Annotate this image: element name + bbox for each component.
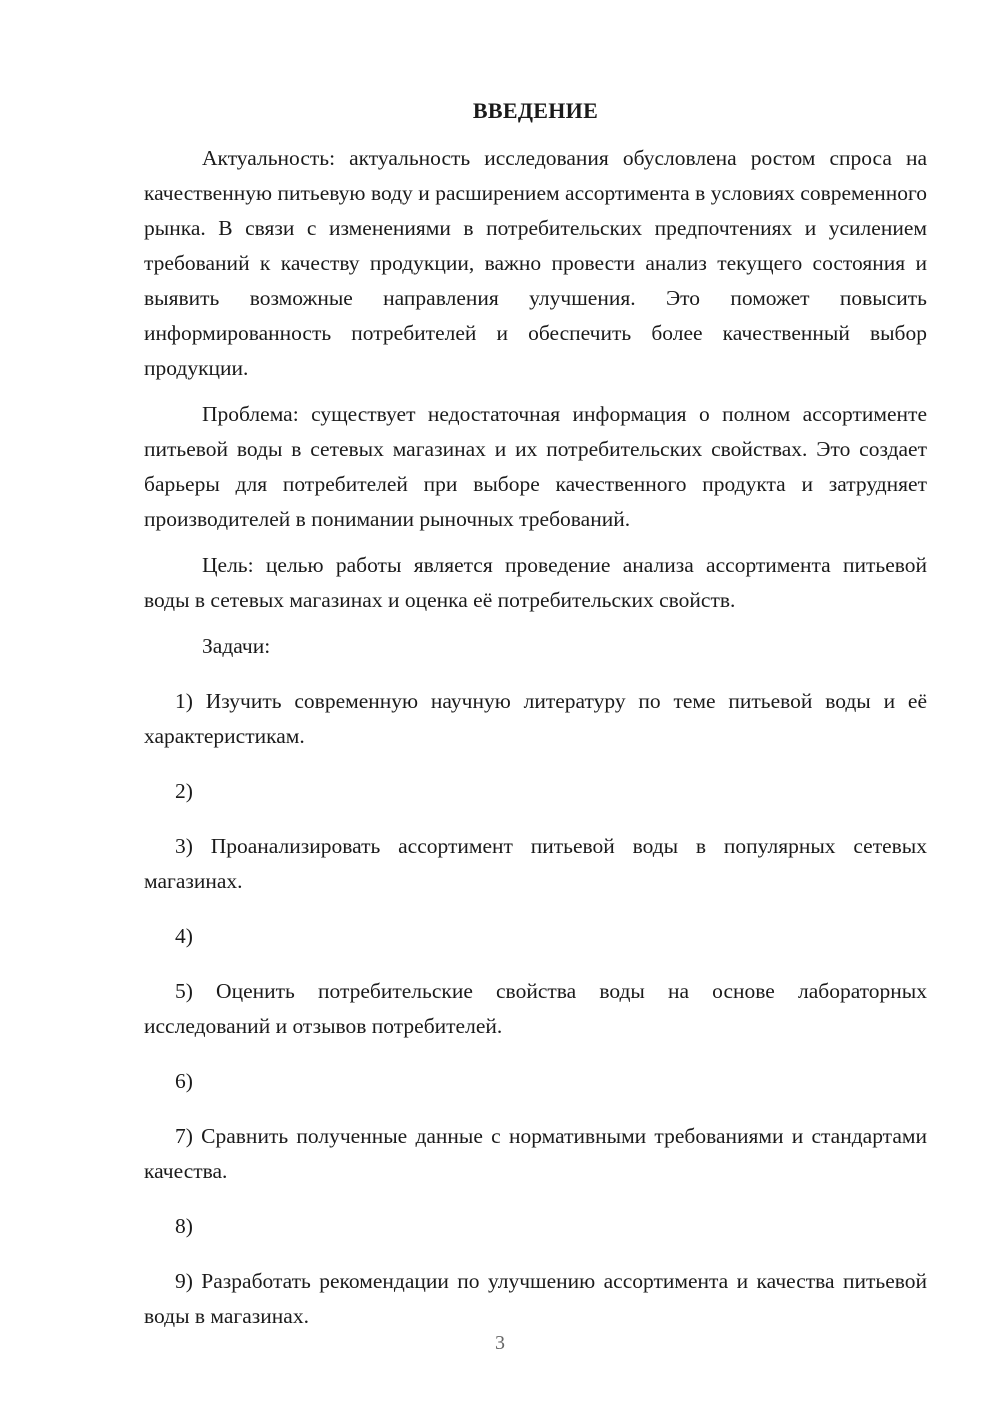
task-item-4: 4) bbox=[175, 924, 193, 948]
task-item-8: 8) bbox=[175, 1214, 193, 1238]
document-page bbox=[144, 94, 927, 1354]
paragraph-relevance: Актуальность: актуальность исследования обусловлена ростом спроса на качественную питьевую воду и расширением ассортимента в условиях современного рынка. В связи с изменениями в потребительских предпочтениях и усилением требований к качеству продукции, важно провести анализ текущего состояния и выявить возможные направления улучшения. Это поможет повысить информированность потребителей и обеспечить более качественный выбор продукции. bbox=[144, 146, 927, 380]
task-item-3: 3) Проанализировать ассортимент питьевой воды в популярных сетевых магазинах. bbox=[144, 834, 927, 893]
page-number: 3 bbox=[495, 1332, 505, 1354]
task-item-7: 7) Сравнить полученные данные с нормативными требованиями и стандартами качества. bbox=[144, 1124, 927, 1183]
task-item-1: 1) Изучить современную научную литературу по теме питьевой воды и её характеристикам. bbox=[144, 689, 927, 748]
paragraph-tasks-heading: Задачи: bbox=[202, 634, 271, 658]
task-item-9: 9) Разработать рекомендации по улучшению ассортимента и качества питьевой воды в магазинах. bbox=[144, 1269, 927, 1328]
task-item-2: 2) bbox=[175, 779, 193, 803]
task-item-6: 6) bbox=[175, 1069, 193, 1093]
paragraph-problem: Проблема: существует недостаточная информация о полном ассортименте питьевой воды в сетевых магазинах и их потребительских свойствах. Это создает барьеры для потребителей при выборе качественного продукта и затрудняет производителей в понимании рыночных требований. bbox=[144, 402, 927, 531]
section-title: ВВЕДЕНИЕ bbox=[472, 98, 599, 123]
task-item-5: 5) Оценить потребительские свойства воды на основе лабораторных исследований и отзывов потребителей. bbox=[144, 979, 927, 1038]
paragraph-goal: Цель: целью работы является проведение анализа ассортимента питьевой воды в сетевых магазинах и оценка её потребительских свойств. bbox=[144, 553, 927, 612]
